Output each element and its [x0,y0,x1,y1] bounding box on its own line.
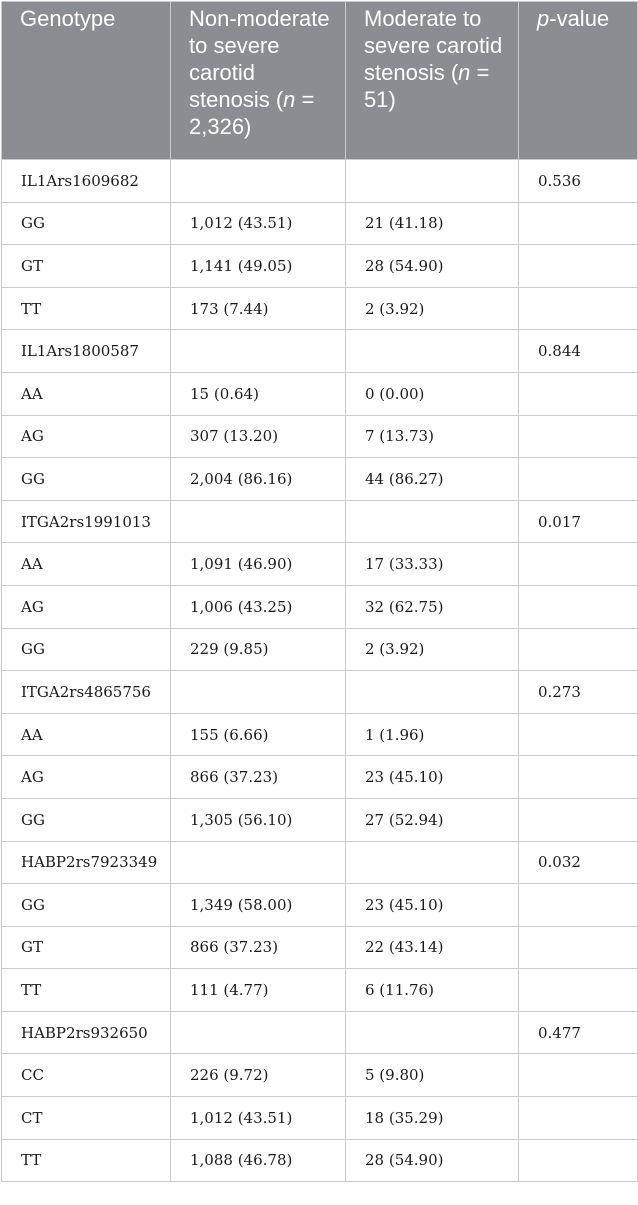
non-moderate-cell: 307 (13.20) [171,415,346,458]
genotype-cell: HABP2rs7923349 [2,841,171,884]
p-value-cell [519,585,638,628]
non-moderate-cell: 173 (7.44) [171,287,346,330]
p-value-cell [519,969,638,1012]
non-moderate-cell [171,160,346,203]
moderate-cell: 17 (33.33) [346,543,519,586]
genotype-cell: AA [2,372,171,415]
non-moderate-cell: 866 (37.23) [171,756,346,799]
p-value-cell [519,1097,638,1140]
p-value-cell: 0.536 [519,160,638,203]
p-value-cell [519,884,638,927]
non-moderate-cell: 15 (0.64) [171,372,346,415]
genotype-cell: AA [2,713,171,756]
non-moderate-cell: 1,088 (46.78) [171,1139,346,1182]
table-row-group [2,671,638,714]
header-genotype: Genotype [2,2,171,160]
non-moderate-cell [171,500,346,543]
p-value-cell: 0.032 [519,841,638,884]
moderate-cell: 44 (86.27) [346,458,519,501]
table-row [2,1139,638,1182]
table-row [2,798,638,841]
moderate-cell [346,1011,519,1054]
moderate-cell: 23 (45.10) [346,756,519,799]
header-row [2,2,638,160]
moderate-cell: 28 (54.90) [346,1139,519,1182]
moderate-cell: 6 (11.76) [346,969,519,1012]
table-body [2,160,638,1182]
table-row-group [2,841,638,884]
p-value-cell [519,245,638,288]
moderate-cell [346,160,519,203]
non-moderate-cell: 1,349 (58.00) [171,884,346,927]
genotype-cell: CC [2,1054,171,1097]
genotype-cell: IL1Ars1609682 [2,160,171,203]
table-row [2,458,638,501]
genotype-cell: ITGA2rs1991013 [2,500,171,543]
table-row [2,1097,638,1140]
table-row [2,756,638,799]
p-value-cell [519,287,638,330]
moderate-cell: 2 (3.92) [346,628,519,671]
non-moderate-cell: 866 (37.23) [171,926,346,969]
genotype-cell: TT [2,1139,171,1182]
p-value-cell [519,372,638,415]
table-header [2,2,638,160]
non-moderate-cell [171,841,346,884]
table-row [2,1054,638,1097]
p-value-cell [519,458,638,501]
moderate-cell: 0 (0.00) [346,372,519,415]
genotype-table [1,1,638,1182]
non-moderate-cell: 1,141 (49.05) [171,245,346,288]
genotype-cell: AG [2,585,171,628]
genotype-cell: IL1Ars1800587 [2,330,171,373]
genotype-cell: CT [2,1097,171,1140]
moderate-cell [346,841,519,884]
genotype-cell: GG [2,458,171,501]
p-value-cell [519,628,638,671]
table-row-group [2,330,638,373]
non-moderate-cell: 1,006 (43.25) [171,585,346,628]
non-moderate-cell: 1,305 (56.10) [171,798,346,841]
table-row [2,245,638,288]
p-value-cell: 0.017 [519,500,638,543]
p-value-cell [519,926,638,969]
header-moderate: Moderate to severe carotid stenosis (n = 51) [346,2,519,160]
genotype-cell: GT [2,245,171,288]
table-row [2,628,638,671]
p-value-cell [519,415,638,458]
non-moderate-cell: 226 (9.72) [171,1054,346,1097]
genotype-cell: AG [2,415,171,458]
genotype-cell: GT [2,926,171,969]
table-row [2,287,638,330]
genotype-cell: TT [2,969,171,1012]
table-row [2,415,638,458]
genotype-cell: GG [2,202,171,245]
non-moderate-cell: 1,012 (43.51) [171,1097,346,1140]
moderate-cell: 22 (43.14) [346,926,519,969]
non-moderate-cell: 111 (4.77) [171,969,346,1012]
moderate-cell: 27 (52.94) [346,798,519,841]
moderate-cell: 23 (45.10) [346,884,519,927]
non-moderate-cell: 1,012 (43.51) [171,202,346,245]
moderate-cell: 5 (9.80) [346,1054,519,1097]
table-row-group [2,1011,638,1054]
table-row [2,713,638,756]
table-row-group [2,500,638,543]
moderate-cell: 1 (1.96) [346,713,519,756]
moderate-cell [346,330,519,373]
p-value-cell [519,543,638,586]
non-moderate-cell [171,330,346,373]
moderate-cell [346,500,519,543]
genotype-cell: AG [2,756,171,799]
table-row [2,372,638,415]
p-value-cell [519,713,638,756]
moderate-cell: 28 (54.90) [346,245,519,288]
p-value-cell [519,1054,638,1097]
p-value-cell [519,798,638,841]
non-moderate-cell [171,1011,346,1054]
p-value-cell: 0.273 [519,671,638,714]
moderate-cell: 21 (41.18) [346,202,519,245]
p-value-cell [519,202,638,245]
table-row [2,969,638,1012]
moderate-cell: 7 (13.73) [346,415,519,458]
p-value-cell: 0.844 [519,330,638,373]
genotype-cell: TT [2,287,171,330]
header-non-moderate: Non-moderate to severe carotid stenosis (n = 2,326) [171,2,346,160]
table-row [2,884,638,927]
genotype-cell: ITGA2rs4865756 [2,671,171,714]
genotype-cell: HABP2rs932650 [2,1011,171,1054]
p-value-cell [519,756,638,799]
table-row [2,543,638,586]
genotype-cell: AA [2,543,171,586]
moderate-cell: 2 (3.92) [346,287,519,330]
non-moderate-cell: 2,004 (86.16) [171,458,346,501]
table-row-group [2,160,638,203]
p-value-cell: 0.477 [519,1011,638,1054]
non-moderate-cell: 229 (9.85) [171,628,346,671]
moderate-cell [346,671,519,714]
moderate-cell: 18 (35.29) [346,1097,519,1140]
genotype-cell: GG [2,884,171,927]
genotype-cell: GG [2,798,171,841]
non-moderate-cell: 155 (6.66) [171,713,346,756]
table-row [2,202,638,245]
moderate-cell: 32 (62.75) [346,585,519,628]
table-row [2,926,638,969]
header-p-value: p-value [519,2,638,160]
genotype-cell: GG [2,628,171,671]
p-value-cell [519,1139,638,1182]
non-moderate-cell [171,671,346,714]
table-row [2,585,638,628]
non-moderate-cell: 1,091 (46.90) [171,543,346,586]
